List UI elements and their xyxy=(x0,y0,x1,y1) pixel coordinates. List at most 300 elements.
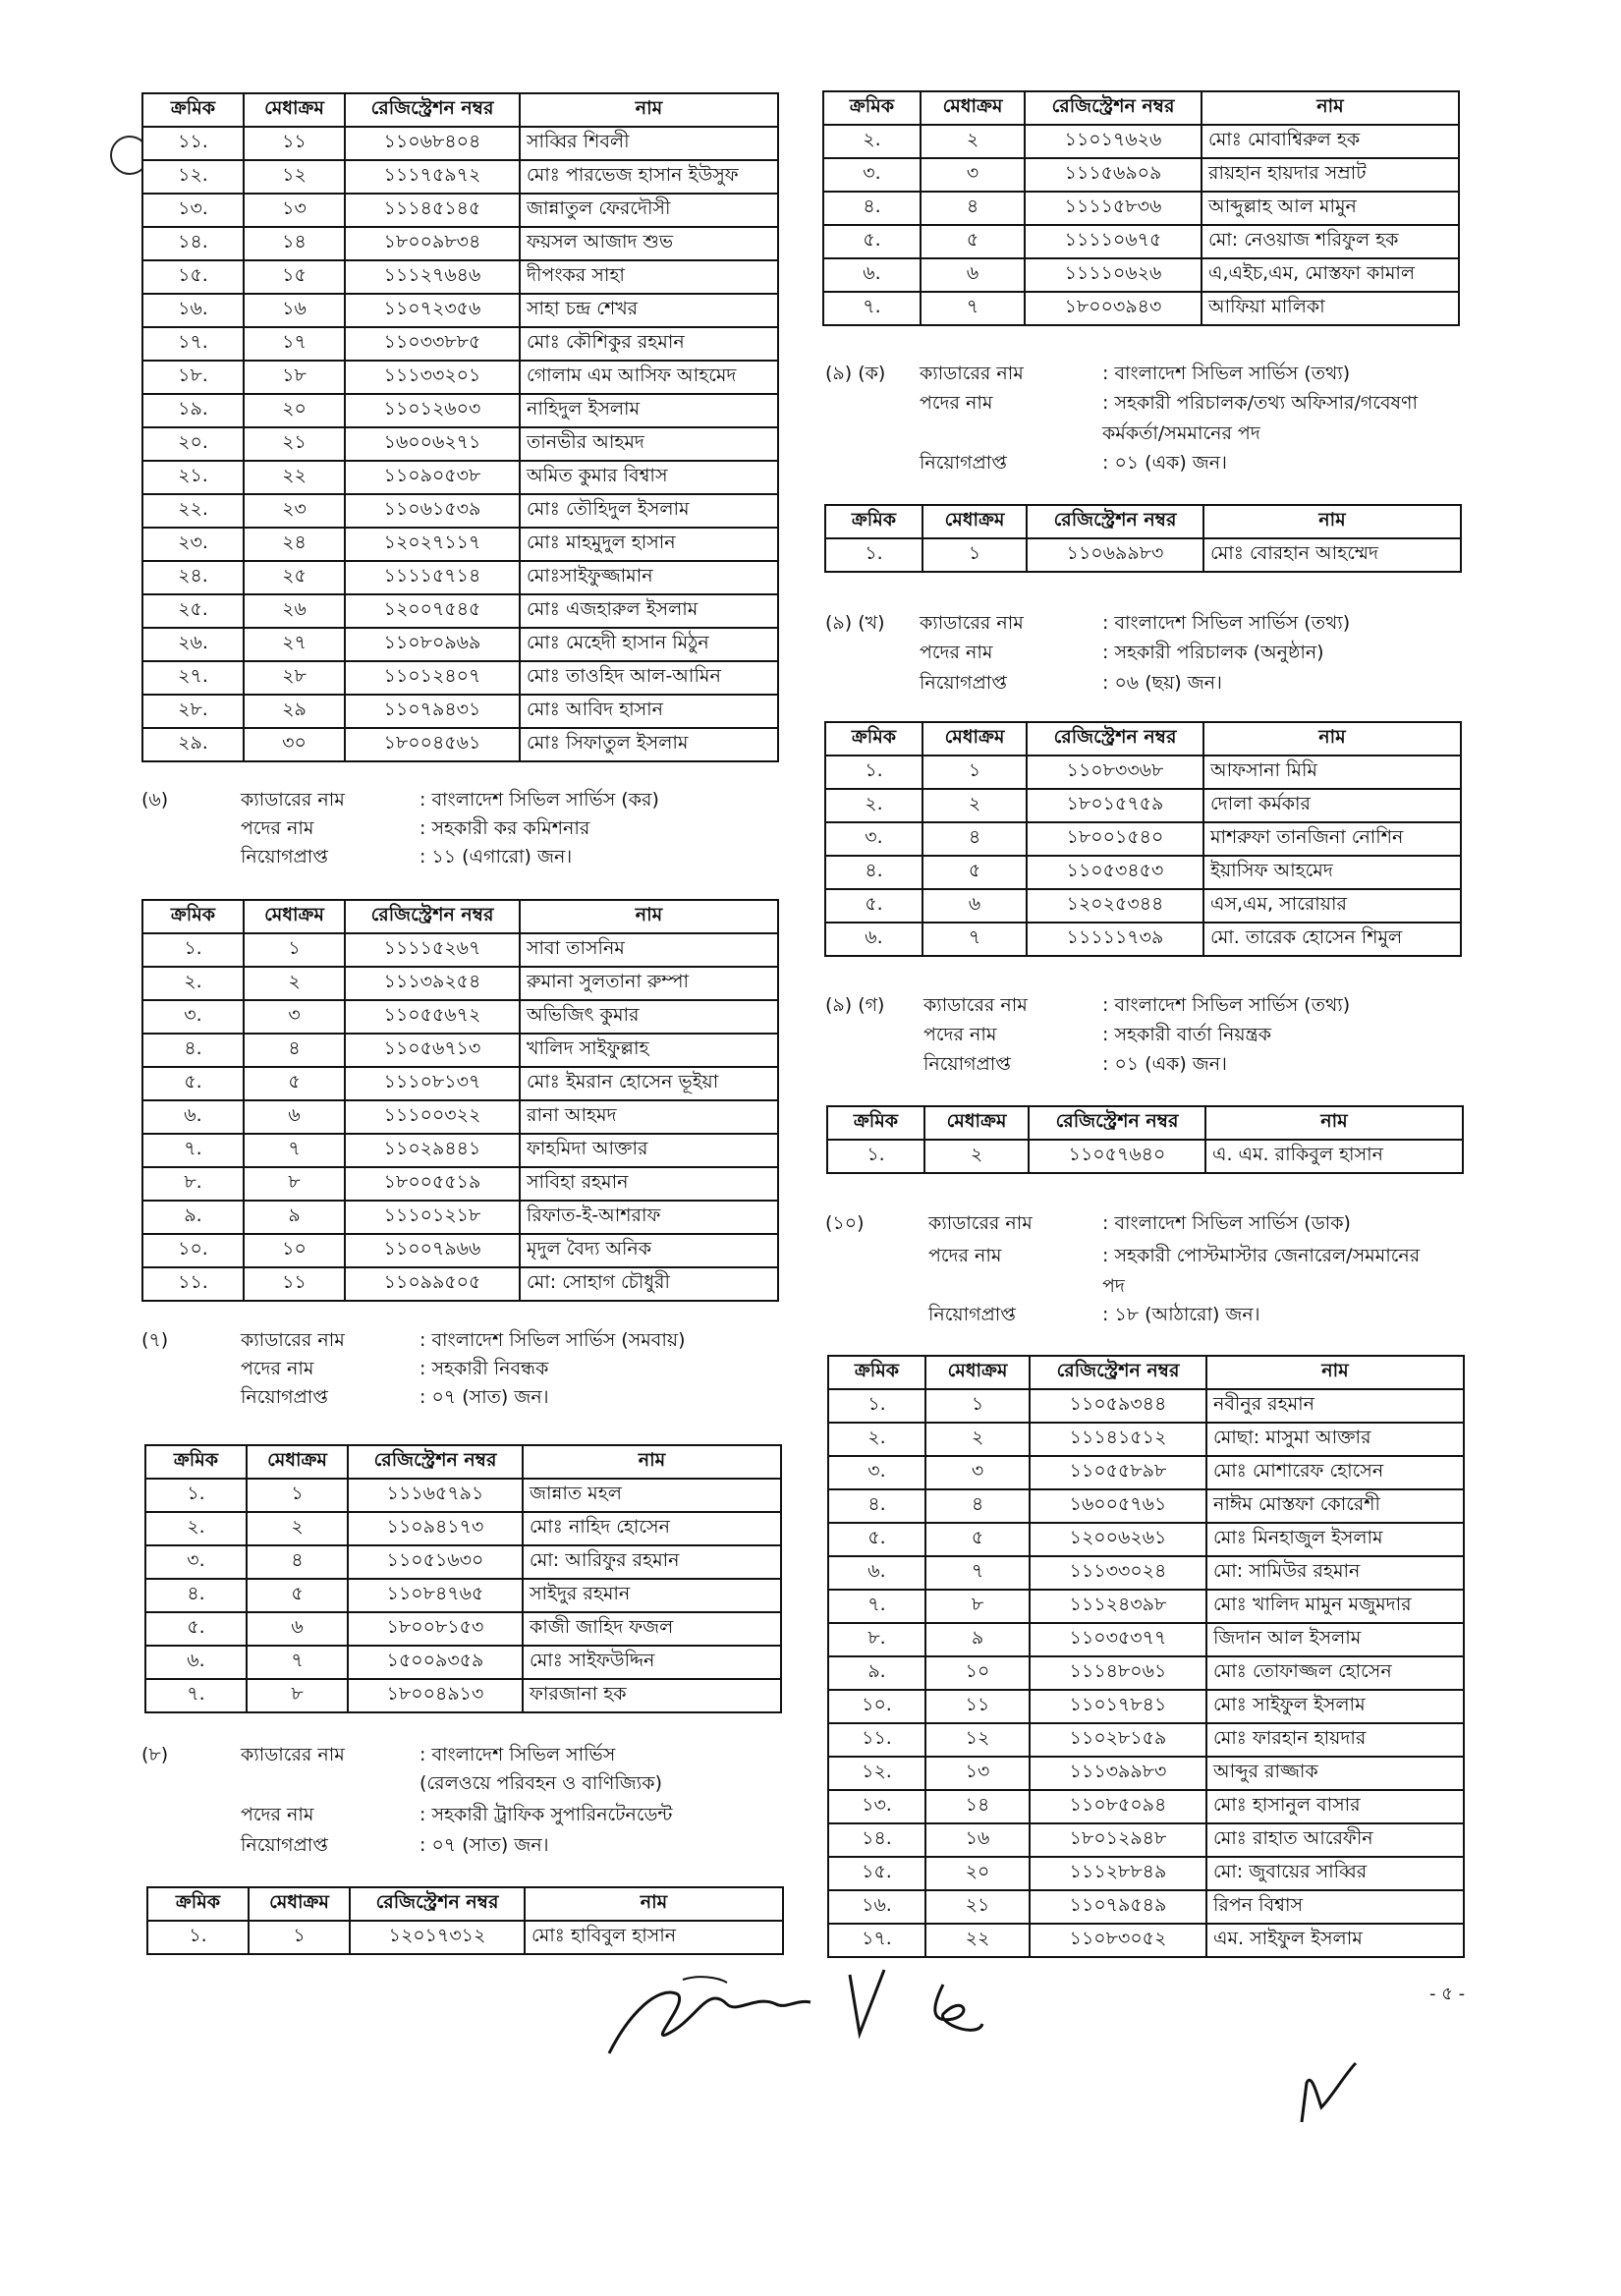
name-cell: আব্দুল্লাহ আল মামুন xyxy=(1202,192,1459,225)
serial-cell: ২৬. xyxy=(142,628,244,661)
merit-cell: ২২ xyxy=(244,461,345,494)
table-row xyxy=(828,1656,1464,1690)
table-row xyxy=(142,594,778,628)
table-row xyxy=(145,1646,781,1679)
registration-cell: ১১০১২৪০৭ xyxy=(345,661,520,695)
merit-cell: ৭ xyxy=(922,923,1027,956)
field-value: পদ xyxy=(1102,1275,1125,1297)
serial-cell: ১৬. xyxy=(828,1890,925,1924)
merit-cell: ১১ xyxy=(244,127,345,160)
registration-cell: ১১০৭২৩৫৬ xyxy=(345,294,520,327)
column-header: ক্রমিক xyxy=(825,505,922,538)
column-header: রেজিস্ট্রেশন নম্বর xyxy=(345,93,520,127)
name-cell: কাজী জাহিদ ফজল xyxy=(523,1612,781,1646)
merit-cell: ৩০ xyxy=(244,728,345,761)
table-row xyxy=(823,125,1459,158)
table-header-row xyxy=(828,1356,1464,1389)
name-cell: মোঃ হাবিবুল হাসান xyxy=(525,1921,783,1954)
merit-cell: ৫ xyxy=(921,225,1025,258)
field-value: : সহকারী বার্তা নিয়ন্ত্রক xyxy=(1102,1024,1272,1045)
merit-cell: ৮ xyxy=(925,1590,1030,1623)
serial-cell: ২৩. xyxy=(142,528,244,561)
column-header: মেধাক্রম xyxy=(922,722,1027,756)
merit-cell: ৭ xyxy=(247,1646,348,1679)
column-header: রেজিস্ট্রেশন নম্বর xyxy=(1025,91,1202,125)
registration-cell: ১১১১৫৭১৪ xyxy=(345,561,520,594)
column-header: নাম xyxy=(525,1887,783,1921)
registration-cell: ১১০৯৯৫০৫ xyxy=(345,1267,520,1301)
column-header: ক্রমিক xyxy=(828,1356,925,1389)
merit-cell: ১৩ xyxy=(925,1757,1030,1790)
field-value: : বাংলাদেশ সিভিল সার্ভিস (ডাক) xyxy=(1102,1212,1351,1234)
table-row xyxy=(142,160,778,194)
table-row xyxy=(142,1234,778,1267)
serial-cell: ২০. xyxy=(142,427,244,461)
field-value: : বাংলাদেশ সিভিল সার্ভিস (তথ্য) xyxy=(1102,612,1351,634)
name-cell: আফিয়া মালিকা xyxy=(1202,292,1459,325)
registration-cell: ১১০৫৫৬৭২ xyxy=(345,1000,520,1034)
name-cell: নাহিদুল ইসলাম xyxy=(520,394,778,427)
registration-cell: ১৮০০৫৫১৯ xyxy=(345,1167,520,1201)
table-row xyxy=(825,889,1461,923)
serial-cell: ১১. xyxy=(142,127,244,160)
table-row xyxy=(823,192,1459,225)
column-header: ক্রমিক xyxy=(827,1106,924,1140)
registration-cell: ১১১২৮৮৪৯ xyxy=(1030,1857,1206,1890)
merit-cell: ১ xyxy=(922,538,1027,572)
field-label: ক্যাডারের নাম xyxy=(241,789,345,811)
serial-cell: ৩. xyxy=(828,1456,925,1489)
serial-cell: ২. xyxy=(145,1512,247,1545)
registration-cell: ১৮০১২৯৪৮ xyxy=(1030,1823,1206,1857)
merit-cell: ১৬ xyxy=(925,1823,1030,1857)
merit-cell: ১১ xyxy=(244,1267,345,1301)
column-header: মেধাক্রম xyxy=(249,1887,350,1921)
serial-cell: ৫. xyxy=(828,1523,925,1556)
name-cell: আব্দুর রাজ্জাক xyxy=(1206,1757,1464,1790)
field-label: ক্যাডারের নাম xyxy=(920,363,1024,384)
name-cell: মোঃ পারভেজ হাসান ইউসুফ xyxy=(520,160,778,194)
table-row xyxy=(825,789,1461,822)
name-cell: মো: সোহাগ চৌধুরী xyxy=(520,1267,778,1301)
serial-cell: ২১. xyxy=(142,461,244,494)
registration-cell: ১১০৫৫৮৯৮ xyxy=(1030,1456,1206,1489)
column-header: মেধাক্রম xyxy=(924,1106,1029,1140)
registration-cell: ১১০৭৯৪৩১ xyxy=(345,695,520,728)
merit-cell: ৬ xyxy=(921,258,1025,292)
name-cell: গোলাম এম আসিফ আহমেদ xyxy=(520,361,778,394)
merit-cell: ১৪ xyxy=(925,1790,1030,1823)
table-header-row xyxy=(147,1887,783,1921)
field-label: পদের নাম xyxy=(920,642,993,663)
field-label: ক্যাডারের নাম xyxy=(928,1212,1033,1234)
merit-cell: ৫ xyxy=(925,1523,1030,1556)
registration-cell: ১৮০১৫৭৫৯ xyxy=(1027,789,1203,822)
name-cell: রায়হান হায়দার সম্রাট xyxy=(1202,158,1459,192)
name-cell: মো: আরিফুর রহমান xyxy=(523,1545,781,1579)
column-header: ক্রমিক xyxy=(825,722,922,756)
section-number: (৬) xyxy=(141,789,169,811)
merit-cell: ৮ xyxy=(247,1679,348,1712)
field-value: : বাংলাদেশ সিভিল সার্ভিস (কর) xyxy=(419,789,659,811)
registration-cell: ১১১৫৬৯০৯ xyxy=(1025,158,1202,192)
name-cell: মোঃ বোরহান আহম্মেদ xyxy=(1203,538,1461,572)
merit-cell: ২০ xyxy=(244,394,345,427)
merit-cell: ৪ xyxy=(244,1034,345,1067)
name-cell: রিফাত-ই-আশরাফ xyxy=(520,1201,778,1234)
column-header: নাম xyxy=(520,900,778,933)
merit-cell: ২১ xyxy=(244,427,345,461)
serial-cell: ২৭. xyxy=(142,661,244,695)
table-row xyxy=(823,225,1459,258)
name-cell: অমিত কুমার বিশ্বাস xyxy=(520,461,778,494)
table-header-row xyxy=(142,93,778,127)
serial-cell: ৭. xyxy=(823,292,921,325)
registration-cell: ১১০৫১৬৩০ xyxy=(348,1545,523,1579)
merit-cell: ২২ xyxy=(925,1924,1030,1957)
field-label: নিয়োগপ্রাপ্ত xyxy=(923,1053,1011,1075)
serial-cell: ৬. xyxy=(142,1100,244,1134)
name-cell: মোঃ মিনহাজুল ইসলাম xyxy=(1206,1523,1464,1556)
serial-cell: ৩. xyxy=(145,1545,247,1579)
serial-cell: ১. xyxy=(828,1389,925,1423)
name-cell: রুমানা সুলতানা রুম্পা xyxy=(520,967,778,1000)
registration-cell: ১১০০৭৯৬৬ xyxy=(345,1234,520,1267)
name-cell: মোঃ সাইফুল ইসলাম xyxy=(1206,1690,1464,1723)
merit-cell: ২৫ xyxy=(244,561,345,594)
serial-cell: ৯. xyxy=(828,1656,925,1690)
merit-cell: ২৮ xyxy=(244,661,345,695)
merit-cell: ২ xyxy=(922,789,1027,822)
name-cell: এম. সাইফুল ইসলাম xyxy=(1206,1924,1464,1957)
name-cell: মোঃ ইমরান হোসেন ভূইয়া xyxy=(520,1067,778,1100)
column-header: রেজিস্ট্রেশন নম্বর xyxy=(1027,505,1203,538)
field-value: : সহকারী ট্রাফিক সুপারিনটেনডেন্ট xyxy=(419,1804,673,1825)
registration-cell: ১২০০৬২৬১ xyxy=(1030,1523,1206,1556)
table-row xyxy=(142,561,778,594)
table-row xyxy=(142,1100,778,1134)
serial-cell: ১০. xyxy=(828,1690,925,1723)
merit-cell: ৭ xyxy=(244,1134,345,1167)
merit-table-t10 xyxy=(827,1355,1465,1958)
serial-cell: ১৬. xyxy=(142,294,244,327)
field-label: পদের নাম xyxy=(241,1804,314,1825)
column-header: ক্রমিক xyxy=(142,93,244,127)
serial-cell: ৯. xyxy=(142,1201,244,1234)
registration-cell: ১১০৫৭৬৪০ xyxy=(1029,1140,1205,1173)
merit-cell: ১৬ xyxy=(244,294,345,327)
merit-cell: ৪ xyxy=(921,192,1025,225)
name-cell: মোঃসাইফুজ্জামান xyxy=(520,561,778,594)
serial-cell: ১১. xyxy=(828,1723,925,1757)
merit-cell: ৭ xyxy=(925,1556,1030,1590)
registration-cell: ১৬০০৫৭৬১ xyxy=(1030,1489,1206,1523)
registration-cell: ১১১০০৩২২ xyxy=(345,1100,520,1134)
field-value: : বাংলাদেশ সিভিল সার্ভিস (তথ্য) xyxy=(1102,363,1351,384)
serial-cell: ১. xyxy=(145,1479,247,1512)
table-row xyxy=(145,1545,781,1579)
column-header: মেধাক্রম xyxy=(244,900,345,933)
serial-cell: ২৯. xyxy=(142,728,244,761)
registration-cell: ১৫০০৯৩৫৯ xyxy=(348,1646,523,1679)
registration-cell: ১১১১৫৮৩৬ xyxy=(1025,192,1202,225)
merit-cell: ৬ xyxy=(247,1612,348,1646)
serial-cell: ৬. xyxy=(825,923,922,956)
merit-cell: ৩ xyxy=(925,1456,1030,1489)
registration-cell: ১১০৬১৫৩৯ xyxy=(345,494,520,528)
name-cell: দোলা কর্মকার xyxy=(1203,789,1461,822)
registration-cell: ১৮০০৩৯৪৩ xyxy=(1025,292,1202,325)
serial-cell: ৭. xyxy=(142,1134,244,1167)
field-label: ক্যাডারের নাম xyxy=(923,994,1028,1016)
name-cell: মৃদুল বৈদ্য অনিক xyxy=(520,1234,778,1267)
column-header: নাম xyxy=(1206,1356,1464,1389)
merit-cell: ৬ xyxy=(244,1100,345,1134)
name-cell: তানভীর আহমদ xyxy=(520,427,778,461)
registration-cell: ১১০৯০৫৩৮ xyxy=(345,461,520,494)
table-row xyxy=(828,1823,1464,1857)
field-value: (রেলওয়ে পরিবহন ও বাণিজ্যিক) xyxy=(419,1772,662,1794)
merit-cell: ২০ xyxy=(925,1857,1030,1890)
table-header-row xyxy=(825,722,1461,756)
registration-cell: ১১১৪৫১৪৫ xyxy=(345,194,520,227)
registration-cell: ১১১৪১৫১২ xyxy=(1030,1423,1206,1456)
merit-cell: ৫ xyxy=(247,1579,348,1612)
field-value: : ০৭ (সাত) জন। xyxy=(419,1386,549,1408)
serial-cell: ৮. xyxy=(142,1167,244,1201)
serial-cell: ৫. xyxy=(823,225,921,258)
registration-cell: ১১০৫৬৭১৩ xyxy=(345,1034,520,1067)
field-label: নিয়োগপ্রাপ্ত xyxy=(241,1386,328,1408)
field-label: ক্যাডারের নাম xyxy=(920,612,1024,634)
serial-cell: ১১. xyxy=(142,1267,244,1301)
field-label: ক্যাডারের নাম xyxy=(241,1329,345,1351)
name-cell: মো: সামিউর রহমান xyxy=(1206,1556,1464,1590)
name-cell: মোঃ সাইফউদ্দিন xyxy=(523,1646,781,1679)
table-row xyxy=(145,1512,781,1545)
name-cell: এস,এম, সারোয়ার xyxy=(1203,889,1461,923)
registration-cell: ১১১২৪৩৯৮ xyxy=(1030,1590,1206,1623)
merit-cell: ৫ xyxy=(922,856,1027,889)
registration-cell: ১১১১১৭৩৯ xyxy=(1027,923,1203,956)
name-cell: মোঃ খালিদ মামুন মজুমদার xyxy=(1206,1590,1464,1623)
serial-cell: ১২. xyxy=(828,1757,925,1790)
field-value: : সহকারী কর কমিশনার xyxy=(419,817,590,839)
registration-cell: ১১০৯৪১৭৩ xyxy=(348,1512,523,1545)
registration-cell: ১১০৭৯৫৪৯ xyxy=(1030,1890,1206,1924)
table-row xyxy=(828,1489,1464,1523)
table-row xyxy=(142,227,778,260)
merit-cell: ৯ xyxy=(244,1201,345,1234)
registration-cell: ১১১০১২১৮ xyxy=(345,1201,520,1234)
field-value: কর্মকর্তা/সমমানের পদ xyxy=(1102,422,1260,444)
field-value: : সহকারী নিবন্ধক xyxy=(419,1358,549,1379)
column-header: মেধাক্রম xyxy=(247,1445,348,1479)
serial-cell: ৫. xyxy=(825,889,922,923)
merit-cell: ২১ xyxy=(925,1890,1030,1924)
name-cell: মো: নেওয়াজ শরিফুল হক xyxy=(1202,225,1459,258)
initials-signature xyxy=(1287,2053,1366,2132)
field-value: : ০৬ (ছয়) জন। xyxy=(1102,672,1222,694)
column-header: মেধাক্রম xyxy=(244,93,345,127)
merit-table-t9kha xyxy=(824,721,1462,957)
registration-cell: ১১১১০৬২৬ xyxy=(1025,258,1202,292)
name-cell: মোঃ রাহাত আরেফীন xyxy=(1206,1823,1464,1857)
name-cell: সাবিহা রহমান xyxy=(520,1167,778,1201)
name-cell: মোঃ মোবাশ্বিরুল হক xyxy=(1202,125,1459,158)
registration-cell: ১১১৩৯২৫৪ xyxy=(345,967,520,1000)
registration-cell: ১১১১৫২৬৭ xyxy=(345,933,520,967)
registration-cell: ১২০২৫৩৪৪ xyxy=(1027,889,1203,923)
name-cell: দীপংকর সাহা xyxy=(520,260,778,294)
registration-cell: ১৮০০৯৮৩৪ xyxy=(345,227,520,260)
table-row xyxy=(828,1790,1464,1823)
name-cell: মোঃ সিফাতুল ইসলাম xyxy=(520,728,778,761)
serial-cell: ৫. xyxy=(142,1067,244,1100)
serial-cell: ৬. xyxy=(145,1646,247,1679)
table-row xyxy=(142,194,778,227)
table-header-row xyxy=(823,91,1459,125)
table-row xyxy=(142,1067,778,1100)
table-header-row xyxy=(827,1106,1463,1140)
serial-cell: ১৭. xyxy=(828,1924,925,1957)
registration-cell: ১১১১০৬৭৫ xyxy=(1025,225,1202,258)
table-row xyxy=(825,923,1461,956)
table-row xyxy=(142,294,778,327)
serial-cell: ১৩. xyxy=(828,1790,925,1823)
field-value: : ১৮ (আঠারো) জন। xyxy=(1102,1304,1260,1325)
serial-cell: ৪. xyxy=(828,1489,925,1523)
column-header: মেধাক্রম xyxy=(925,1356,1030,1389)
name-cell: মোঃ কৌশিকুর রহমান xyxy=(520,327,778,361)
registration-cell: ১২০০৭৫৪৫ xyxy=(345,594,520,628)
merit-cell: ২ xyxy=(247,1512,348,1545)
table-row xyxy=(828,1690,1464,1723)
merit-cell: ৬ xyxy=(922,889,1027,923)
column-header: রেজিস্ট্রেশন নম্বর xyxy=(1030,1356,1206,1389)
name-cell: খালিদ সাইফুল্লাহ xyxy=(520,1034,778,1067)
table-row xyxy=(142,1000,778,1034)
registration-cell: ১১১৪৮০৬১ xyxy=(1030,1656,1206,1690)
name-cell: অভিজিৎ কুমার xyxy=(520,1000,778,1034)
merit-cell: ১১ xyxy=(925,1690,1030,1723)
registration-cell: ১১১২৭৬৪৬ xyxy=(345,260,520,294)
registration-cell: ১১১৩৩০২৪ xyxy=(1030,1556,1206,1590)
name-cell: মোঃ ফারহান হায়দার xyxy=(1206,1723,1464,1757)
table-row xyxy=(145,1479,781,1512)
name-cell: সাইদুর রহমান xyxy=(523,1579,781,1612)
table-row xyxy=(828,1423,1464,1456)
serial-cell: ১৯. xyxy=(142,394,244,427)
serial-cell: ৩. xyxy=(142,1000,244,1034)
serial-cell: ১৫. xyxy=(142,260,244,294)
merit-cell: ৩ xyxy=(244,1000,345,1034)
registration-cell: ১১০২৮১৫৯ xyxy=(1030,1723,1206,1757)
column-header: নাম xyxy=(1202,91,1459,125)
serial-cell: ১৪. xyxy=(828,1823,925,1857)
page-number: - ৫ - xyxy=(1429,1984,1466,2004)
merit-cell: ৪ xyxy=(922,822,1027,856)
merit-cell: ২৭ xyxy=(244,628,345,661)
field-label: পদের নাম xyxy=(928,1245,1002,1266)
name-cell: মোঃ মেহেদী হাসান মিঠুন xyxy=(520,628,778,661)
table-row xyxy=(142,260,778,294)
table-header-row xyxy=(142,900,778,933)
registration-cell: ১১০৩৫৩৭৭ xyxy=(1030,1623,1206,1656)
field-label: পদের নাম xyxy=(923,1024,997,1045)
name-cell: এ. এম. রাকিবুল হাসান xyxy=(1205,1140,1463,1173)
merit-cell: ১২ xyxy=(925,1723,1030,1757)
table-row xyxy=(142,1034,778,1067)
merit-cell: ২৩ xyxy=(244,494,345,528)
merit-cell: ২৬ xyxy=(244,594,345,628)
table-row xyxy=(142,494,778,528)
signature-group xyxy=(589,1926,1002,2073)
name-cell: মোছা: মাসুমা আক্তার xyxy=(1206,1423,1464,1456)
field-label: নিয়োগপ্রাপ্ত xyxy=(928,1304,1016,1325)
registration-cell: ১৬০০৬২৭১ xyxy=(345,427,520,461)
table-row xyxy=(828,1523,1464,1556)
table-row xyxy=(828,1456,1464,1489)
registration-cell: ১১০৮৪৭৬৫ xyxy=(348,1579,523,1612)
table-row xyxy=(142,1267,778,1301)
serial-cell: ১. xyxy=(825,538,922,572)
field-value: : ০৭ (সাত) জন। xyxy=(419,1834,549,1856)
table-row xyxy=(145,1679,781,1712)
serial-cell: ১৩. xyxy=(142,194,244,227)
field-value: : বাংলাদেশ সিভিল সার্ভিস xyxy=(419,1744,616,1765)
serial-cell: ১. xyxy=(825,756,922,789)
name-cell: জান্নাতুল ফেরদৌসী xyxy=(520,194,778,227)
registration-cell: ১৮০০১৫৪০ xyxy=(1027,822,1203,856)
table-row xyxy=(145,1579,781,1612)
merit-table-t9ga xyxy=(826,1105,1464,1174)
table-row xyxy=(825,856,1461,889)
column-header: রেজিস্ট্রেশন নম্বর xyxy=(345,900,520,933)
column-header: নাম xyxy=(1205,1106,1463,1140)
serial-cell: ২. xyxy=(142,967,244,1000)
table-row xyxy=(823,292,1459,325)
merit-cell: ৪ xyxy=(925,1489,1030,1523)
merit-cell: ২ xyxy=(925,1423,1030,1456)
field-value: : ১১ (এগারো) জন। xyxy=(419,846,573,868)
table-row xyxy=(142,1167,778,1201)
table-row xyxy=(142,427,778,461)
name-cell: রানা আহমদ xyxy=(520,1100,778,1134)
field-label: পদের নাম xyxy=(241,1358,314,1379)
name-cell: নবীনুর রহমান xyxy=(1206,1389,1464,1423)
table-row xyxy=(142,528,778,561)
registration-cell: ১৮০০৮১৫৩ xyxy=(348,1612,523,1646)
registration-cell: ১১১৬৫৭৯১ xyxy=(348,1479,523,1512)
registration-cell: ১১১০৮১৩৭ xyxy=(345,1067,520,1100)
field-label: নিয়োগপ্রাপ্ত xyxy=(241,1834,328,1856)
field-value: : সহকারী পোস্টমাস্টার জেনারেল/সমমানের xyxy=(1102,1245,1421,1266)
merit-cell: ১ xyxy=(922,756,1027,789)
table-row xyxy=(825,538,1461,572)
name-cell: মোঃ তৌহিদুল ইসলাম xyxy=(520,494,778,528)
serial-cell: ৮. xyxy=(828,1623,925,1656)
merit-cell: ২৯ xyxy=(244,695,345,728)
table-row xyxy=(142,327,778,361)
column-header: রেজিস্ট্রেশন নম্বর xyxy=(1029,1106,1205,1140)
field-label: ক্যাডারের নাম xyxy=(241,1744,345,1765)
merit-cell: ২ xyxy=(244,967,345,1000)
table-row xyxy=(823,158,1459,192)
merit-cell: ১৮ xyxy=(244,361,345,394)
merit-cell: ২ xyxy=(924,1140,1029,1173)
merit-cell: ১ xyxy=(247,1479,348,1512)
